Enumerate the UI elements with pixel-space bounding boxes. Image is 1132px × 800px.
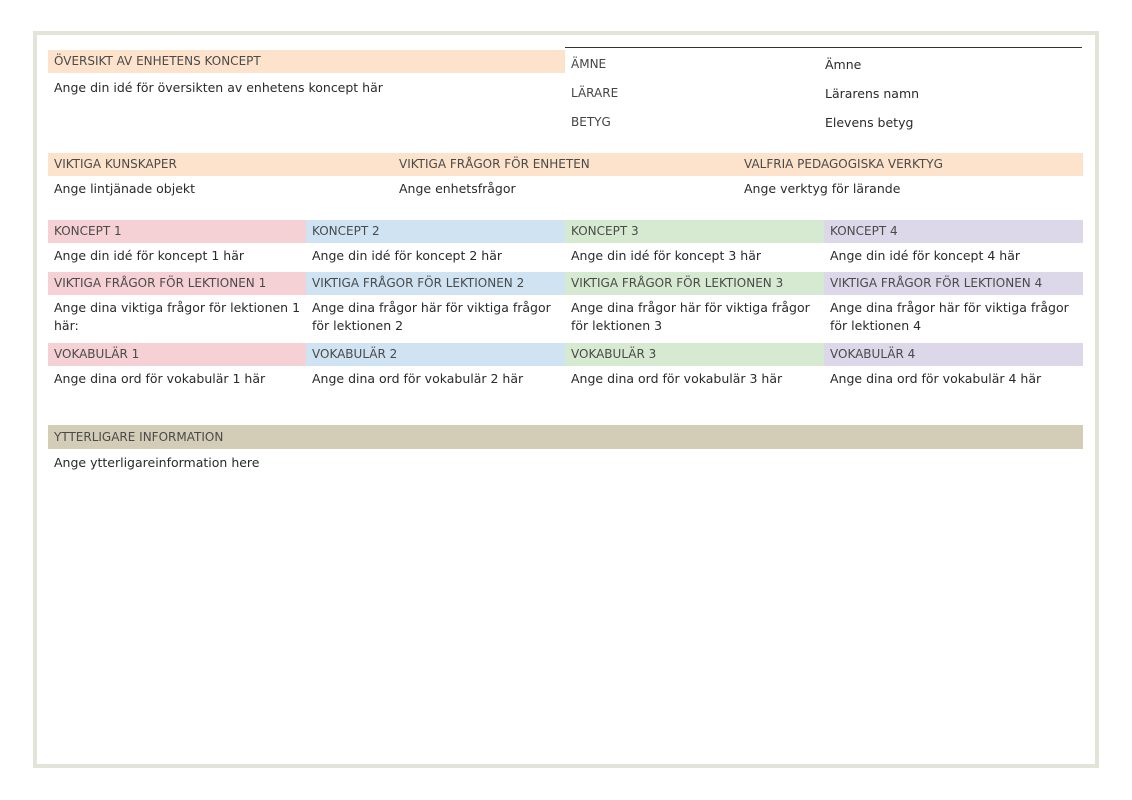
section-text-unit-questions[interactable]: Ange enhetsfrågor [399, 181, 516, 196]
teacher-label: LÄRARE [571, 86, 619, 100]
concept-2-heading: KONCEPT 2 [306, 220, 565, 243]
section-heading-unit-questions: VIKTIGA FRÅGOR FÖR ENHETEN [393, 153, 738, 176]
lesson-2-questions-heading: VIKTIGA FRÅGOR FÖR LEKTIONEN 2 [306, 272, 565, 295]
lesson-1-questions-text[interactable]: Ange dina viktiga frågor för lektionen 1 här: [54, 300, 301, 333]
concept-2-text[interactable]: Ange din idé för koncept 2 här [312, 248, 502, 263]
teacher-value[interactable]: Lärarens namn [825, 86, 920, 101]
concept-3-text[interactable]: Ange din idé för koncept 3 här [571, 248, 761, 263]
subject-label: ÄMNE [571, 57, 607, 71]
vocab-3-text[interactable]: Ange dina ord för vokabulär 3 här [571, 371, 783, 386]
vocab-1-text[interactable]: Ange dina ord för vokabulär 1 här [54, 371, 266, 386]
concept-4-heading: KONCEPT 4 [824, 220, 1083, 243]
additional-info-heading: YTTERLIGARE INFORMATION [48, 425, 1083, 449]
concept-1-text[interactable]: Ange din idé för koncept 1 här [54, 248, 244, 263]
concept-4-text[interactable]: Ange din idé för koncept 4 här [830, 248, 1020, 263]
concept-3-heading: KONCEPT 3 [565, 220, 824, 243]
lesson-2-questions-text[interactable]: Ange dina frågor här för viktiga frågor för lektionen 2 [312, 300, 551, 333]
overview-heading: ÖVERSIKT AV ENHETENS KONCEPT [48, 50, 565, 73]
vocab-1-heading: VOKABULÄR 1 [48, 343, 306, 366]
section-heading-tools: VALFRIA PEDAGOGISKA VERKTYG [738, 153, 1083, 176]
vocab-3-heading: VOKABULÄR 3 [565, 343, 824, 366]
lesson-1-questions-heading: VIKTIGA FRÅGOR FÖR LEKTIONEN 1 [48, 272, 306, 295]
additional-info-text[interactable]: Ange ytterligareinformation here [54, 455, 260, 470]
info-divider [565, 47, 1082, 48]
lesson-4-questions-text[interactable]: Ange dina frågor här för viktiga frågor för lektionen 4 [830, 300, 1069, 333]
vocab-2-text[interactable]: Ange dina ord för vokabulär 2 här [312, 371, 524, 386]
overview-text[interactable]: Ange din idé för översikten av enhetens koncept här [54, 80, 383, 95]
vocab-2-heading: VOKABULÄR 2 [306, 343, 565, 366]
vocab-4-heading: VOKABULÄR 4 [824, 343, 1083, 366]
concept-1-heading: KONCEPT 1 [48, 220, 306, 243]
page-frame [33, 31, 1099, 768]
grade-value[interactable]: Elevens betyg [825, 115, 914, 130]
section-heading-knowledge: VIKTIGA KUNSKAPER [48, 153, 393, 176]
section-text-tools[interactable]: Ange verktyg för lärande [744, 181, 901, 196]
lesson-3-questions-text[interactable]: Ange dina frågor här för viktiga frågor för lektionen 3 [571, 300, 810, 333]
section-text-knowledge[interactable]: Ange lintjänade objekt [54, 181, 196, 196]
grade-label: BETYG [571, 115, 611, 129]
lesson-4-questions-heading: VIKTIGA FRÅGOR FÖR LEKTIONEN 4 [824, 272, 1083, 295]
subject-value[interactable]: Ämne [825, 57, 862, 72]
lesson-3-questions-heading: VIKTIGA FRÅGOR FÖR LEKTIONEN 3 [565, 272, 824, 295]
vocab-4-text[interactable]: Ange dina ord för vokabulär 4 här [830, 371, 1042, 386]
